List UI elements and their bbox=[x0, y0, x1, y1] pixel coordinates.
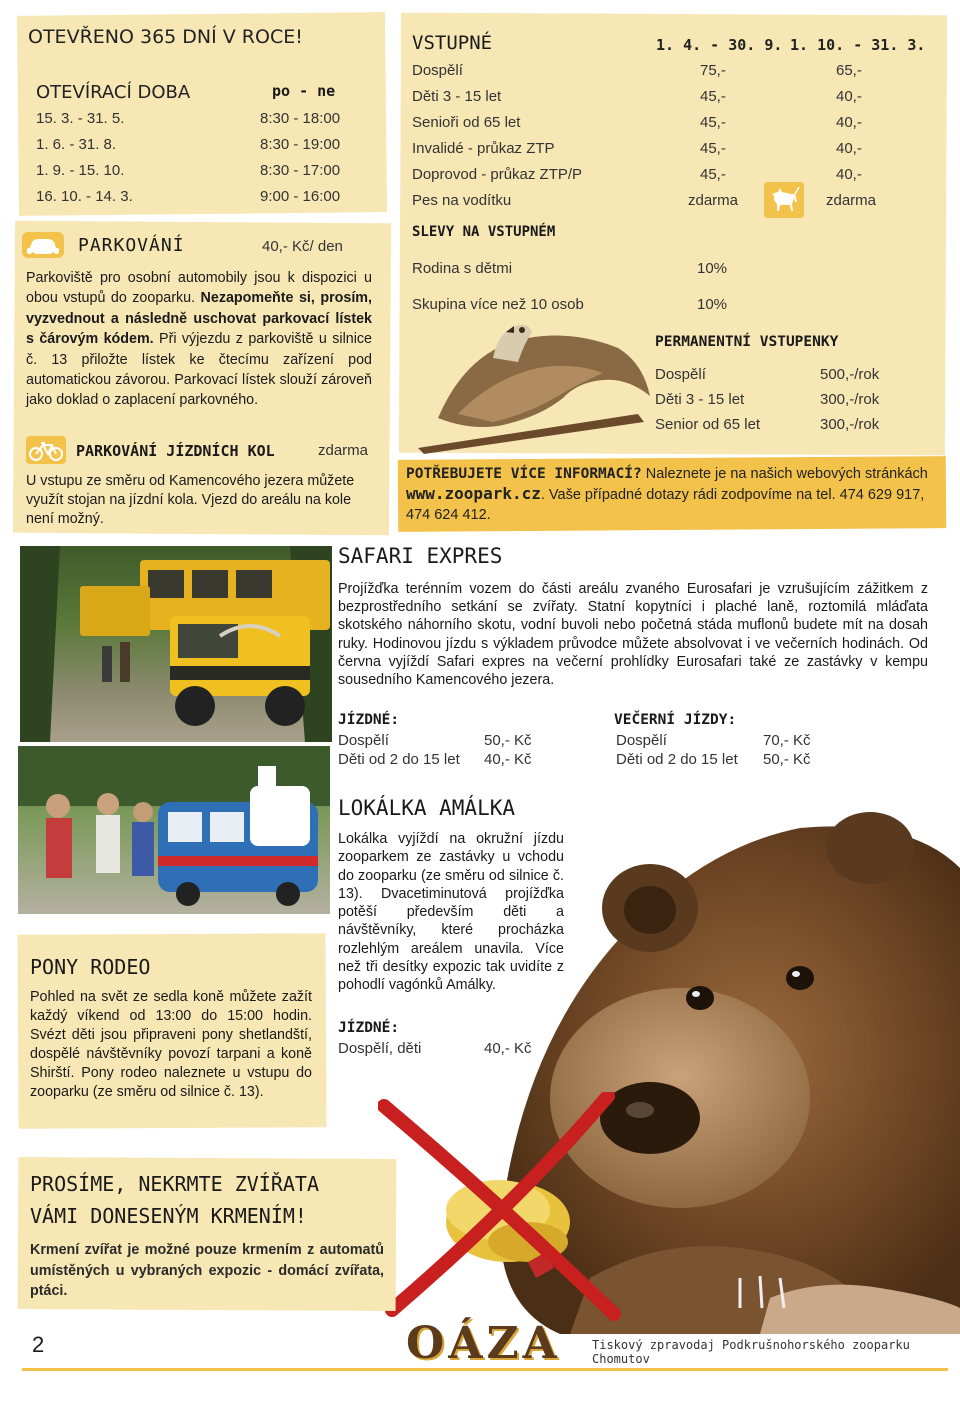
pony-title: PONY RODEO bbox=[30, 955, 151, 979]
discounts-title: SLEVY NA VSTUPNÉM bbox=[412, 224, 556, 240]
train-photo bbox=[18, 746, 330, 914]
admission-label: Pes na vodítku bbox=[412, 192, 512, 209]
evening-ride-value: 70,- Kč bbox=[763, 732, 811, 749]
evening-ride-label: Děti od 2 do 15 let bbox=[616, 751, 738, 768]
train-text: Lokálka vyjíždí na okružní jízdu zooparkem ze zastávky u vchodu do zooparku (ze směru od silnice č. 13). Dvacetiminutová projížďka potěší především děti a návštěvníky, které procházka rozlehlým areálem unavila. Více než tři desítky expozic tak uvidíte z pohodlí vagónků Amálky. bbox=[338, 831, 564, 994]
permanent-label: Dospělí bbox=[655, 366, 706, 383]
admission-title: VSTUPNÉ bbox=[412, 32, 493, 54]
evening-rides-title: VEČERNÍ JÍZDY: bbox=[614, 712, 737, 728]
bicycle-icon bbox=[26, 436, 66, 464]
permanent-label: Senior od 65 let bbox=[655, 416, 761, 433]
discount-value: 10% bbox=[697, 260, 728, 277]
permanent-title: PERMANENTNÍ VSTUPENKY bbox=[655, 334, 839, 350]
hours-period: 15. 3. - 31. 5. bbox=[36, 110, 125, 127]
permanent-value: 300,-/rok bbox=[820, 416, 880, 433]
safari-ride-value: 40,- Kč bbox=[484, 751, 532, 768]
dog-icon bbox=[764, 182, 804, 218]
permanent-value: 300,-/rok bbox=[820, 391, 880, 408]
hours-time: 8:30 - 17:00 bbox=[260, 162, 341, 179]
permanent-value: 500,-/rok bbox=[820, 366, 880, 383]
safari-ride-value: 50,- Kč bbox=[484, 732, 532, 749]
info-text2: . Vaše případné dotazy rádi zodpovíme na tel. 474 629 917, 474 624 412. bbox=[406, 487, 925, 523]
bike-price: zdarma bbox=[318, 442, 369, 459]
admission-period-summer: 1. 4. - 30. 9. bbox=[656, 36, 783, 54]
feeding-title-1: PROSÍME, NEKRMTE ZVÍŘATA bbox=[30, 1172, 319, 1196]
hours-time: 8:30 - 18:00 bbox=[260, 110, 341, 127]
admission-price-winter: 40,- bbox=[836, 140, 862, 157]
admission-label: Dospělí bbox=[412, 62, 463, 79]
parking-text-b: Nezapomeňte si, prosím, vyzvednout a následně uschovat parkovací lístek s čárovým kódem. bbox=[26, 290, 372, 348]
parking-text-a: Parkoviště pro osobní automobily jsou k dispozici u obou vstupů do zooparku. bbox=[26, 270, 372, 307]
safari-title: SAFARI EXPRES bbox=[338, 544, 503, 568]
info-text bbox=[406, 464, 938, 525]
feeding-text: Krmení zvířat je možné pouze krmením z automatů umístěných u vybraných expozic - domácí zvířata, ptáci. bbox=[30, 1242, 384, 1299]
safari-text: Projížďka terénním vozem do části areálu zvaného Eurosafari je vzrušujícím zážitkem z bezprostředního setkání se zvířaty. Statní kopytníci i plaché laně, roztomilá mláďata skotského náhorního skotu, vodní buvoli nebo početná stáda muflonů budete mít na dosah ruky. Hodinovou jízdu s výkladem průvodce můžete absolvovat i ve večerních hodinách. Od června vyjíždí Safari expres na večerní prohlídky Eurosafari také ze zastávky v kempu sousedního Kamencového jezera. bbox=[338, 581, 928, 689]
info-text1: Naleznete je na našich webových stránkách bbox=[645, 466, 928, 482]
train-ride-value: 40,- Kč bbox=[484, 1040, 532, 1057]
admission-price-summer: 45,- bbox=[700, 88, 726, 105]
hours-period: 16. 10. - 14. 3. bbox=[36, 188, 133, 205]
safari-rides-title: JÍZDNÉ: bbox=[338, 712, 400, 728]
admission-period-winter: 1. 10. - 31. 3. bbox=[790, 36, 926, 54]
oaza-logo: OÁZA bbox=[406, 1318, 561, 1369]
hours-time: 9:00 - 16:00 bbox=[260, 188, 341, 205]
safari-ride-label: Dospělí bbox=[338, 732, 389, 749]
admission-label: Děti 3 - 15 let bbox=[412, 88, 502, 105]
bike-text: U vstupu ze směru od Kamencového jezera můžete využít stojan na jízdní kola. Vjezd do areálu na kole není možný. bbox=[26, 473, 355, 527]
admission-label: Doprovod - průkaz ZTP/P bbox=[412, 166, 583, 183]
hours-period: 1. 6. - 31. 8. bbox=[36, 136, 117, 153]
admission-price-winter: zdarma bbox=[826, 192, 877, 209]
feeding-title-2: VÁMI DONESENÝM KRMENÍM! bbox=[30, 1204, 307, 1228]
admission-price-winter: 40,- bbox=[836, 166, 862, 183]
evening-ride-value: 50,- Kč bbox=[763, 751, 811, 768]
safari-ride-label: Děti od 2 do 15 let bbox=[338, 751, 460, 768]
train-rides-title: JÍZDNÉ: bbox=[338, 1020, 400, 1036]
parking-text-c: Při výjezdu z parkoviště u silnice č. 13 přiložte lístek ke čtecímu zařízení pod automatickou závorou. Parkovací lístek slouží zároveň jako doklad o zaplacení parkovného. bbox=[26, 331, 372, 409]
admission-label: Senioři od 65 let bbox=[412, 114, 521, 131]
hours-title: OTEVÍRACÍ DOBA bbox=[36, 82, 191, 103]
admission-price-winter: 40,- bbox=[836, 114, 862, 131]
vulture-photo bbox=[398, 318, 656, 454]
admission-price-winter: 40,- bbox=[836, 88, 862, 105]
hours-time: 8:30 - 19:00 bbox=[260, 136, 341, 153]
bike-title: PARKOVÁNÍ JÍZDNÍCH KOL bbox=[76, 442, 275, 460]
no-feeding-icon bbox=[378, 1092, 624, 1322]
admission-price-summer: zdarma bbox=[688, 192, 739, 209]
train-title: LOKÁLKA AMÁLKA bbox=[338, 796, 516, 820]
website-link[interactable]: www.zoopark.cz bbox=[406, 484, 541, 503]
car-icon bbox=[20, 228, 66, 262]
admission-price-summer: 75,- bbox=[700, 62, 726, 79]
admission-price-summer: 45,- bbox=[700, 140, 726, 157]
parking-price: 40,- Kč/ den bbox=[262, 238, 343, 255]
permanent-label: Děti 3 - 15 let bbox=[655, 391, 745, 408]
pony-text: Pohled na svět ze sedla koně můžete zažít každý víkend od 13:00 do 15:00 hodin. Svézt děti jsou připraveni pony shetlandští, dospělé návštěvníky povozí tarpani a koně Shirští. Pony rodeo naleznete u vstupu do zooparku (ze směru od silnice č. 13). bbox=[30, 989, 312, 1100]
admission-price-summer: 45,- bbox=[700, 166, 726, 183]
hours-period: 1. 9. - 15. 10. bbox=[36, 162, 125, 179]
parking-text bbox=[26, 268, 372, 411]
open-all-year: OTEVŘENO 365 DNÍ V ROCE! bbox=[28, 26, 303, 48]
admission-label: Invalidé - průkaz ZTP bbox=[412, 140, 555, 157]
admission-price-summer: 45,- bbox=[700, 114, 726, 131]
discount-value: 10% bbox=[697, 296, 728, 313]
train-ride-label: Dospělí, děti bbox=[338, 1040, 422, 1057]
hours-column-header: po - ne bbox=[272, 82, 336, 100]
info-lead: POTŘEBUJETE VÍCE INFORMACÍ? bbox=[406, 466, 642, 482]
parking-title: PARKOVÁNÍ bbox=[78, 235, 185, 256]
discount-label: Skupina více než 10 osob bbox=[412, 296, 584, 313]
footer-caption: Tiskový zpravodaj Podkrušnohorského zooparku Chomutov bbox=[592, 1338, 910, 1366]
discount-label: Rodina s dětmi bbox=[412, 260, 513, 277]
admission-price-winter: 65,- bbox=[836, 62, 862, 79]
page-number: 2 bbox=[32, 1332, 45, 1357]
safari-truck-photo bbox=[20, 546, 332, 742]
evening-ride-label: Dospělí bbox=[616, 732, 667, 749]
